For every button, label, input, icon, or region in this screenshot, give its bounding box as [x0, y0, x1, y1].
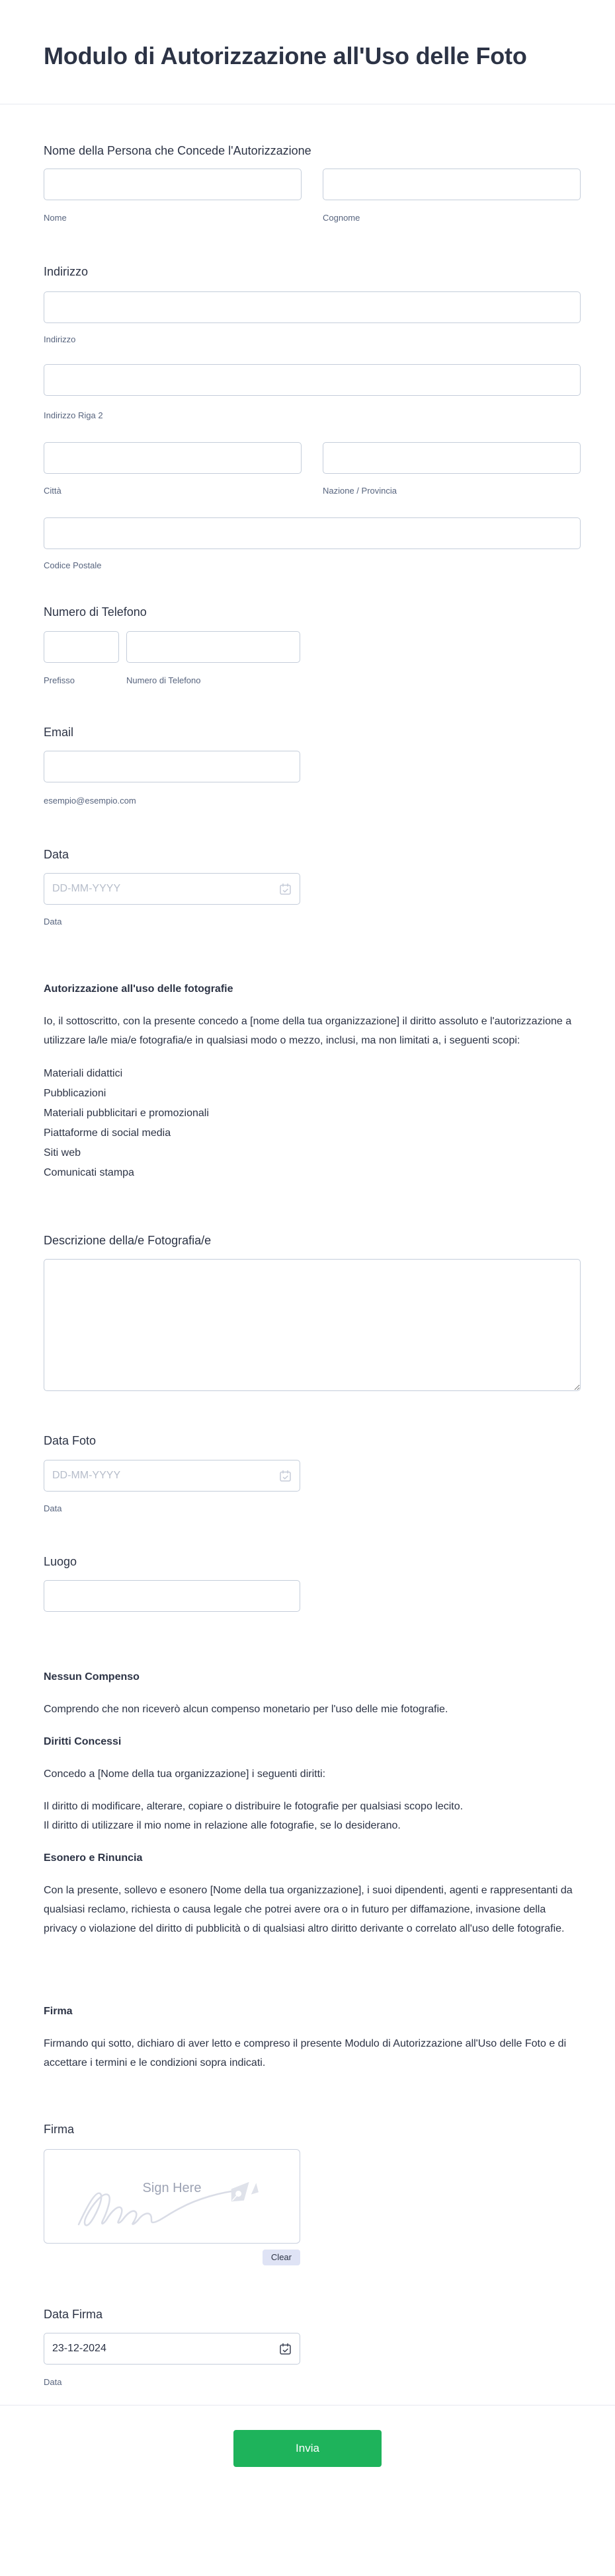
- purpose-item: Siti web: [44, 1147, 81, 1158]
- calendar-icon[interactable]: [279, 883, 292, 895]
- no-compensation-heading: Nessun Compenso: [44, 1671, 140, 1683]
- signature-label: Firma: [44, 2123, 74, 2136]
- phone-number-input[interactable]: [126, 631, 300, 663]
- page-title: Modulo di Autorizzazione all'Uso delle Foto: [44, 42, 527, 69]
- photo-date-label: Data Foto: [44, 1434, 97, 1447]
- form-header: [0, 0, 615, 75]
- description-textarea[interactable]: [44, 1259, 581, 1391]
- question-photo-date: [44, 1433, 581, 1514]
- address-line2-sublabel: Indirizzo Riga 2: [44, 410, 103, 420]
- photo-date-input[interactable]: [44, 1460, 300, 1492]
- postal-code-sublabel: Codice Postale: [44, 560, 102, 570]
- question-phone: [44, 604, 581, 686]
- signature-pad[interactable]: [44, 2149, 300, 2244]
- date-label: Data: [44, 848, 69, 861]
- address-label: Indirizzo: [44, 265, 89, 278]
- purpose-item: Materiali didattici: [44, 1068, 123, 1079]
- signature-intro-heading: Firma: [44, 2006, 73, 2017]
- purpose-item: Comunicati stampa: [44, 1167, 134, 1178]
- phone-number-sublabel: Numero di Telefono: [126, 675, 201, 685]
- question-address: [44, 264, 581, 571]
- address-line1-sublabel: Indirizzo: [44, 334, 76, 344]
- name-label: Nome della Persona che Concede l'Autorizzazione: [44, 144, 311, 157]
- last-name-input[interactable]: [323, 169, 581, 200]
- purpose-item: Materiali pubblicitari e promozionali: [44, 1108, 209, 1119]
- purpose-item: Pubblicazioni: [44, 1088, 106, 1099]
- location-input[interactable]: [44, 1580, 300, 1612]
- phone-area-input[interactable]: [44, 631, 119, 663]
- city-input[interactable]: [44, 442, 302, 474]
- question-location: [44, 1554, 581, 1612]
- signature-date-input[interactable]: [44, 2333, 300, 2365]
- state-input[interactable]: [323, 442, 581, 474]
- rights-items: [44, 1797, 581, 1835]
- signature-squiggle: [44, 2150, 300, 2244]
- purpose-item: Piattaforme di social media: [44, 1127, 171, 1139]
- signature-date-sublabel: Data: [44, 2377, 62, 2387]
- location-label: Luogo: [44, 1555, 77, 1568]
- question-description: [44, 1232, 581, 1391]
- rights-item: Il diritto di utilizzare il mio nome in relazione alle fotografie, se lo desiderano.: [44, 1820, 401, 1831]
- clear-button[interactable]: Clear: [263, 2250, 300, 2265]
- email-input[interactable]: [44, 751, 300, 782]
- question-date: [44, 847, 581, 927]
- email-sublabel: esempio@esempio.com: [44, 796, 136, 806]
- authorization-text: [44, 979, 581, 1183]
- rights-intro: Concedo a [Nome della tua organizzazione] i seguenti diritti:: [44, 1768, 326, 1780]
- authorization-purposes: [44, 1064, 581, 1183]
- calendar-icon[interactable]: [279, 1470, 292, 1482]
- phone-area-sublabel: Prefisso: [44, 675, 75, 685]
- postal-code-input[interactable]: [44, 517, 581, 549]
- date-input[interactable]: [44, 873, 300, 905]
- date-sublabel: Data: [44, 917, 62, 927]
- rights-heading: Diritti Concessi: [44, 1736, 122, 1747]
- state-sublabel: Nazione / Provincia: [323, 486, 397, 496]
- legal-text: [44, 1667, 581, 1938]
- address-line2-input[interactable]: [44, 364, 581, 396]
- phone-label: Numero di Telefono: [44, 605, 147, 619]
- first-name-input[interactable]: [44, 169, 302, 200]
- photo-date-sublabel: Data: [44, 1503, 62, 1513]
- authorization-intro: Io, il sottoscritto, con la presente concedo a [nome della tua organizzazione] il diritto assoluto e l'autorizzazione a utilizzare la/le mia/e fotografia/e in qualsiasi modo o mezzo, inclusi, ma non limitati a, i seguenti scopi:: [44, 1016, 572, 1046]
- authorization-heading: Autorizzazione all'uso delle fotografie: [44, 983, 233, 995]
- question-name: [44, 143, 581, 223]
- city-sublabel: Città: [44, 486, 62, 496]
- last-name-sublabel: Cognome: [323, 213, 360, 223]
- address-line1-input[interactable]: [44, 291, 581, 323]
- question-email: [44, 724, 581, 806]
- email-label: Email: [44, 726, 74, 739]
- submit-area: [0, 2430, 615, 2501]
- question-signature-date: [44, 2306, 581, 2388]
- signature-date-label: Data Firma: [44, 2308, 103, 2321]
- sign-here-label: Sign Here: [142, 2181, 202, 2195]
- question-signature: [44, 2121, 581, 2265]
- footer-divider: [0, 2405, 615, 2406]
- form-body: [0, 143, 615, 2388]
- calendar-icon[interactable]: [279, 2343, 292, 2355]
- submit-button[interactable]: Invia: [233, 2430, 382, 2467]
- first-name-sublabel: Nome: [44, 213, 67, 223]
- no-compensation-body: Comprendo che non riceverò alcun compenso monetario per l'uso delle mie fotografie.: [44, 1704, 448, 1715]
- signature-intro-text: [44, 2002, 581, 2072]
- signature-intro-body: Firmando qui sotto, dichiaro di aver letto e compreso il presente Modulo di Autorizzazione all'Uso delle Foto e di accettare i termini e le condizioni sopra indicati.: [44, 2038, 567, 2068]
- release-body: Con la presente, sollevo e esonero [Nome della tua organizzazione], i suoi dipendenti, agenti e rappresentanti da qualsiasi reclamo, richiesta o causa legale che potrei avere ora o in futuro per diffamazione, invasione della privacy o violazione del diritto di pubblicità o di qualsiasi altro diritto derivante o correlato all'uso delle fotografie.: [44, 1885, 573, 1934]
- description-label: Descrizione della/e Fotografia/e: [44, 1234, 212, 1247]
- rights-item: Il diritto di modificare, alterare, copiare o distribuire le fotografie per qualsiasi scopo lecito.: [44, 1801, 464, 1812]
- release-heading: Esonero e Rinuncia: [44, 1852, 143, 1864]
